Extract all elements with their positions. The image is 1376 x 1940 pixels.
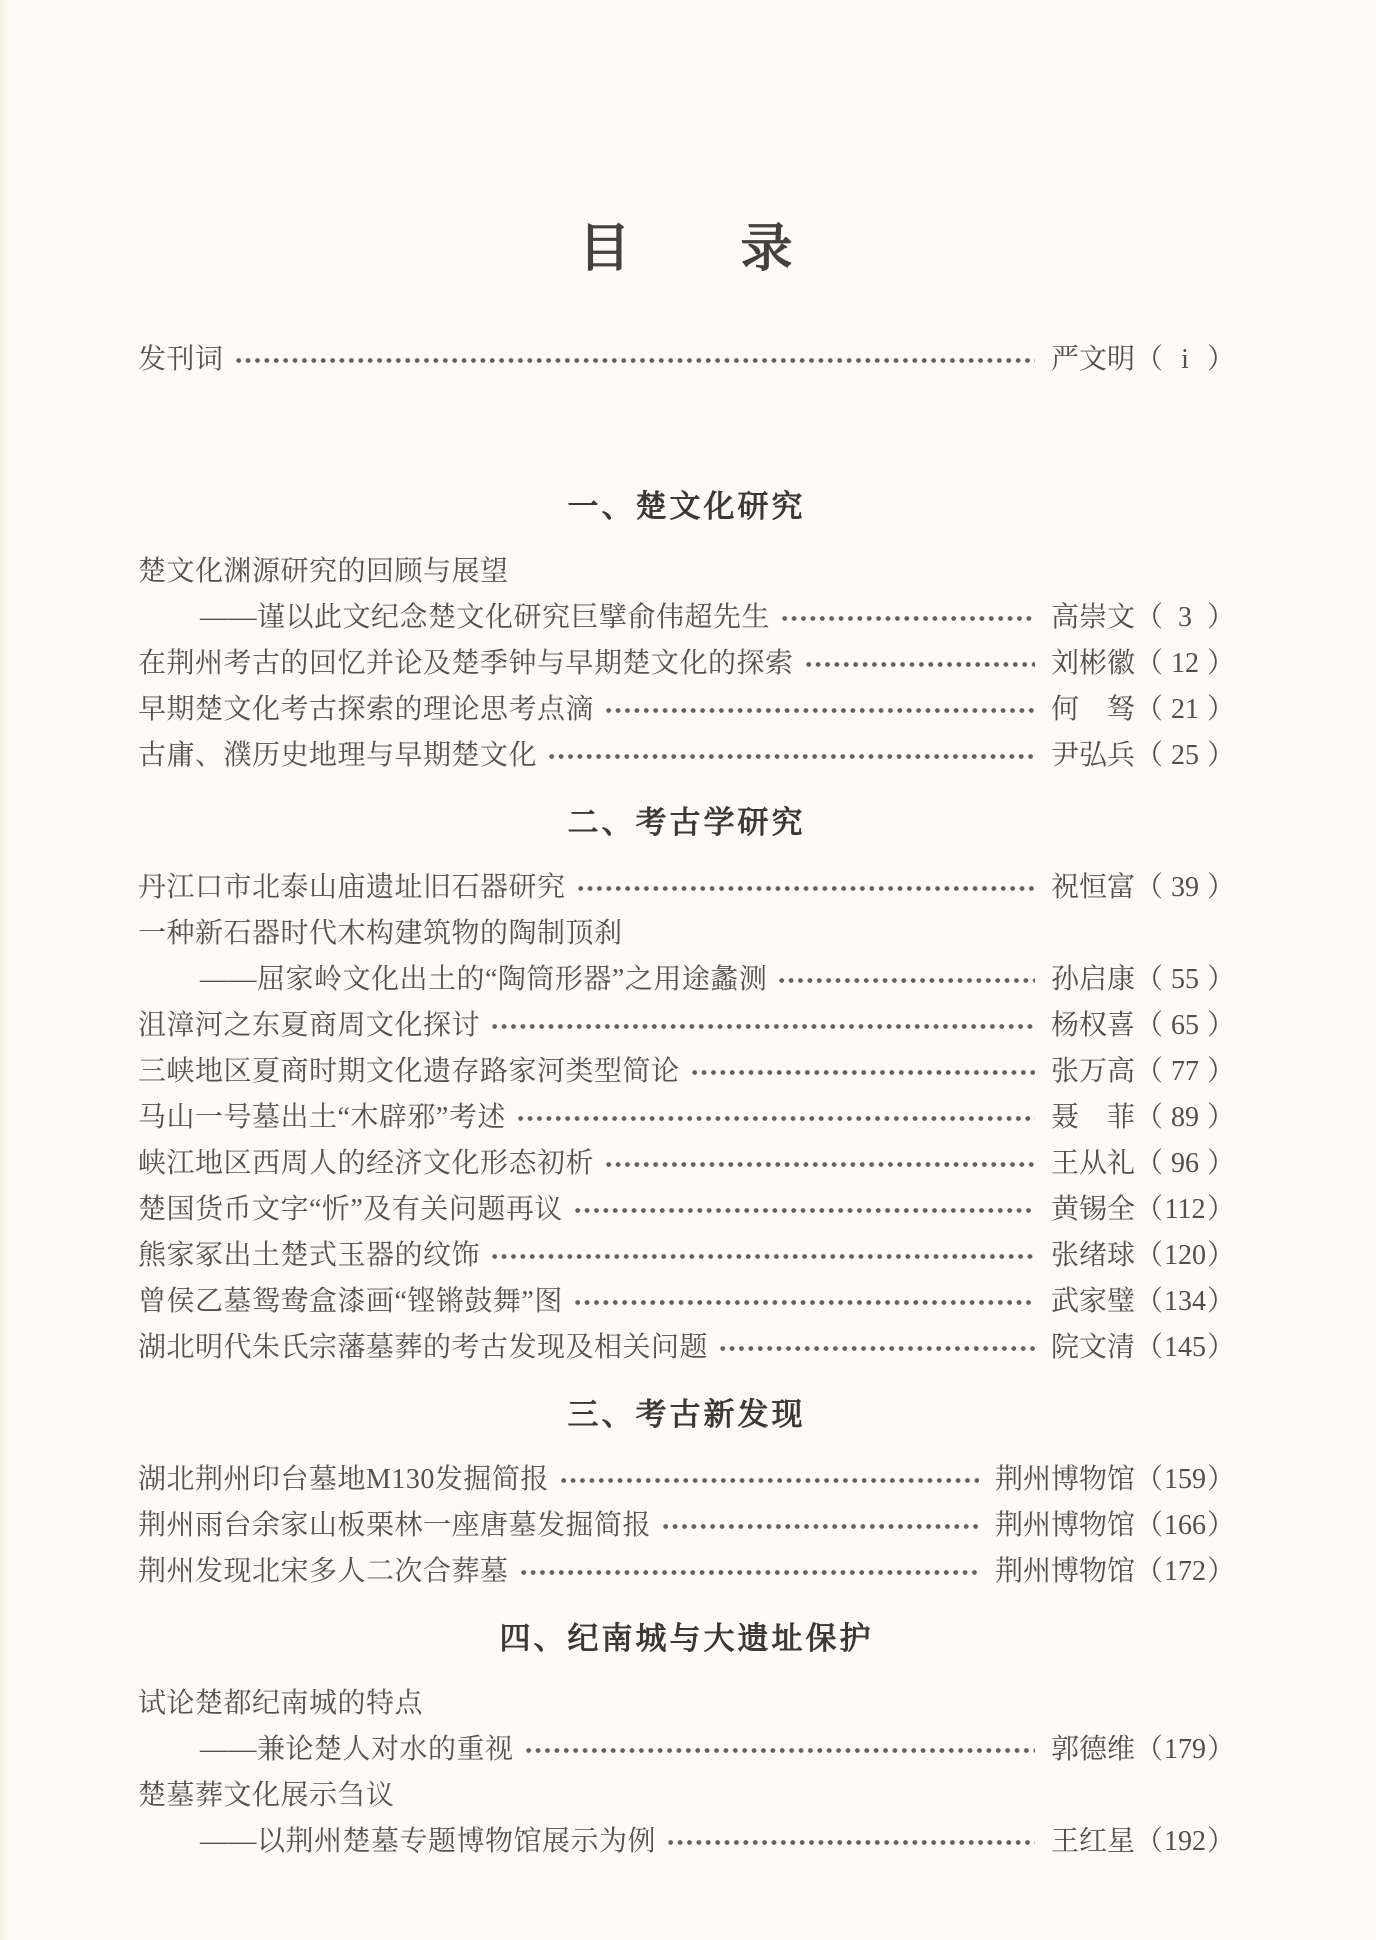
article-author: 孙启康 (1050, 964, 1135, 995)
article-title: 楚文化渊源研究的回顾与展望 (138, 556, 509, 587)
article-page-number: （112） (1134, 1194, 1235, 1225)
article-row (138, 1138, 1235, 1184)
entry-author-page (1051, 1325, 1235, 1365)
article-row (138, 1454, 1235, 1500)
page-number-value: 96 (1170, 1148, 1199, 1179)
entry-author-page (1051, 1141, 1235, 1181)
toc-section (138, 1396, 1235, 1592)
page-number-value: 192 (1163, 1826, 1206, 1857)
page-number-value: 89 (1170, 1102, 1199, 1133)
entry-author-page (1051, 1727, 1235, 1767)
page-number-value: 21 (1170, 694, 1199, 725)
toc (0, 221, 1376, 1862)
section-heading: 一、楚文化研究 (567, 489, 806, 524)
article-author: 杨权喜 (1050, 1010, 1135, 1041)
article-page-number: （192） (1134, 1826, 1235, 1857)
article-row (138, 1000, 1235, 1046)
article-author: 张万高 (1050, 1056, 1135, 1087)
page-number-value: 166 (1163, 1510, 1206, 1541)
toc-section (138, 488, 1235, 776)
article-page-number: （ 77 ） (1134, 1056, 1235, 1087)
article-title: 楚国货币文字“忻”及有关问题再议 (138, 1194, 563, 1225)
entry-author-page (1051, 337, 1235, 377)
article-page-number: （ 3 ） (1134, 602, 1235, 633)
article-subtitle: ——谨以此文纪念楚文化研究巨擘俞伟超先生 (200, 602, 771, 633)
entry-author-page (1051, 1095, 1235, 1135)
entry-author-page (1051, 641, 1235, 681)
dot-leader (804, 662, 1035, 667)
entry-author-page (1051, 865, 1235, 905)
article-title: 马山一号墓出土“木辟邪”考述 (138, 1102, 506, 1133)
article-title: 在荆州考古的回忆并论及楚季钟与早期楚文化的探索 (138, 648, 794, 679)
article-page-number: （179） (1134, 1734, 1235, 1765)
article-page-number: （172） (1134, 1556, 1235, 1587)
article-title: 熊家冢出土楚式玉器的纹饰 (138, 1240, 481, 1271)
article-row (138, 1546, 1235, 1592)
entry-author-page (1051, 1187, 1235, 1227)
article-page-number: （ 89 ） (1134, 1102, 1235, 1133)
page-number-value: 112 (1164, 1194, 1206, 1225)
page-number-value: 159 (1163, 1464, 1206, 1495)
article-subtitle: ——兼论楚人对水的重视 (200, 1734, 514, 1765)
article-row (138, 684, 1235, 730)
page-number-value: 134 (1163, 1286, 1206, 1317)
article-title: 荆州雨台余家山板栗林一座唐墓发掘简报 (138, 1510, 652, 1541)
article-author: 荆州博物馆 (994, 1464, 1135, 1495)
article-page-number: （ 55 ） (1134, 964, 1235, 995)
dot-leader (576, 886, 1035, 891)
dot-leader (519, 1570, 979, 1575)
dot-leader (490, 1254, 1035, 1259)
article-subtitle-row (138, 1724, 1235, 1770)
dot-leader (573, 1208, 1035, 1213)
section-heading: 二、考古学研究 (567, 805, 806, 840)
page-number-value: 77 (1170, 1056, 1199, 1087)
page-number-value: 55 (1170, 964, 1199, 995)
article-row (138, 1230, 1235, 1276)
entry-author-page (1051, 595, 1235, 635)
article-page-number: （ 21 ） (1134, 694, 1235, 725)
page-number-value: 3 (1177, 602, 1192, 633)
article-author: 郭德维 (1050, 1734, 1135, 1765)
page-number-value: 65 (1170, 1010, 1199, 1041)
article-row (138, 1184, 1235, 1230)
dot-leader (573, 1300, 1035, 1305)
article-row (138, 1092, 1235, 1138)
article-page-number: （ 25 ） (1134, 740, 1235, 771)
article-title-row (138, 546, 1235, 592)
entry-author-page (1051, 1233, 1235, 1273)
article-author: 王从礼 (1050, 1148, 1135, 1179)
article-title: 发刊词 (138, 344, 224, 375)
article-page-number: （166） (1134, 1510, 1235, 1541)
article-subtitle-row (138, 954, 1235, 1000)
article-author: 院文清 (1050, 1332, 1135, 1363)
article-row (138, 1046, 1235, 1092)
entry-author-page (1051, 1003, 1235, 1043)
article-row (138, 334, 1235, 380)
article-author: 刘彬徽 (1050, 648, 1135, 679)
page-number-value: 39 (1170, 872, 1199, 903)
entry-author-page (1051, 1279, 1235, 1319)
page-number-value: 25 (1170, 740, 1199, 771)
article-subtitle: ——以荆州楚墓专题博物馆展示为例 (200, 1826, 657, 1857)
entry-author-page (995, 1457, 1235, 1497)
article-title-row (138, 1770, 1235, 1816)
entry-author-page (1051, 1049, 1235, 1089)
article-author: 何 驽 (1050, 694, 1135, 725)
dot-leader (604, 708, 1035, 713)
page-title: 目 录 (578, 221, 795, 278)
dot-leader (547, 754, 1035, 759)
dot-leader (604, 1162, 1035, 1167)
article-author: 张绪球 (1050, 1240, 1135, 1271)
page-number-value: 172 (1163, 1556, 1206, 1587)
article-author: 荆州博物馆 (994, 1510, 1135, 1541)
article-author: 严文明 (1050, 344, 1135, 375)
entry-author-page (1051, 1819, 1235, 1859)
dot-leader (661, 1524, 979, 1529)
dot-leader (524, 1748, 1035, 1753)
article-page-number: （ 12 ） (1134, 648, 1235, 679)
article-title: 沮漳河之东夏商周文化探讨 (138, 1010, 481, 1041)
article-title: 一种新石器时代木构建筑物的陶制顶刹 (138, 918, 623, 949)
article-author: 高崇文 (1050, 602, 1135, 633)
dot-leader (490, 1024, 1035, 1029)
article-title: 楚墓葬文化展示刍议 (138, 1780, 395, 1811)
article-title: 试论楚都纪南城的特点 (138, 1688, 424, 1719)
dot-leader (559, 1478, 979, 1483)
entry-author-page (995, 1503, 1235, 1543)
dot-leader (234, 358, 1035, 363)
article-subtitle: ——屈家岭文化出土的“陶筒形器”之用途蠡测 (200, 964, 768, 995)
article-subtitle-row (138, 592, 1235, 638)
article-title: 曾侯乙墓鸳鸯盒漆画“铿锵鼓舞”图 (138, 1286, 563, 1317)
article-author: 尹弘兵 (1050, 740, 1135, 771)
page-number-value: i (1181, 344, 1189, 375)
article-page-number: （ 96 ） (1134, 1148, 1235, 1179)
article-author: 王红星 (1050, 1826, 1135, 1857)
page-number-value: 145 (1163, 1332, 1206, 1363)
toc-section (138, 1620, 1235, 1862)
dot-leader (666, 1840, 1035, 1845)
article-row (138, 1500, 1235, 1546)
dot-leader (780, 616, 1035, 621)
article-author: 武家璧 (1050, 1286, 1135, 1317)
article-page-number: （ i ） (1134, 344, 1235, 375)
article-title: 湖北荆州印台墓地M130发掘简报 (138, 1464, 549, 1495)
article-title-row (138, 1678, 1235, 1724)
entry-author-page (1051, 733, 1235, 773)
page-number-value: 12 (1170, 648, 1199, 679)
section-heading: 四、纪南城与大遗址保护 (499, 1621, 874, 1656)
article-title: 荆州发现北宋多人二次合葬墓 (138, 1556, 509, 1587)
toc-section (138, 804, 1235, 1368)
article-author: 聂 菲 (1050, 1102, 1135, 1133)
article-row (138, 862, 1235, 908)
article-row (138, 730, 1235, 776)
article-title: 三峡地区夏商时期文化遗存路家河类型简论 (138, 1056, 680, 1087)
section-heading: 三、考古新发现 (567, 1397, 806, 1432)
article-author: 祝恒富 (1050, 872, 1135, 903)
dot-leader (777, 978, 1035, 983)
entry-author-page (1051, 957, 1235, 997)
entry-author-page (1051, 687, 1235, 727)
article-row (138, 638, 1235, 684)
article-title: 早期楚文化考古探索的理论思考点滴 (138, 694, 595, 725)
dot-leader (718, 1346, 1035, 1351)
article-row (138, 1276, 1235, 1322)
article-page-number: （120） (1134, 1240, 1235, 1271)
article-title: 峡江地区西周人的经济文化形态初析 (138, 1148, 595, 1179)
page-number-value: 120 (1163, 1240, 1206, 1271)
article-title: 湖北明代朱氏宗藩墓葬的考古发现及相关问题 (138, 1332, 709, 1363)
article-page-number: （134） (1134, 1286, 1235, 1317)
article-title-row (138, 908, 1235, 954)
article-page-number: （ 39 ） (1134, 872, 1235, 903)
article-subtitle-row (138, 1816, 1235, 1862)
article-row (138, 1322, 1235, 1368)
article-page-number: （159） (1134, 1464, 1235, 1495)
article-author: 黄锡全 (1050, 1194, 1135, 1225)
dot-leader (516, 1116, 1035, 1121)
article-author: 荆州博物馆 (994, 1556, 1135, 1587)
toc-body (138, 334, 1235, 1862)
article-page-number: （145） (1134, 1332, 1235, 1363)
page-number-value: 179 (1163, 1734, 1206, 1765)
article-title: 古庸、濮历史地理与早期楚文化 (138, 740, 538, 771)
article-page-number: （ 65 ） (1134, 1010, 1235, 1041)
entry-author-page (995, 1549, 1235, 1589)
dot-leader (690, 1070, 1035, 1075)
article-title: 丹江口市北泰山庙遗址旧石器研究 (138, 872, 566, 903)
